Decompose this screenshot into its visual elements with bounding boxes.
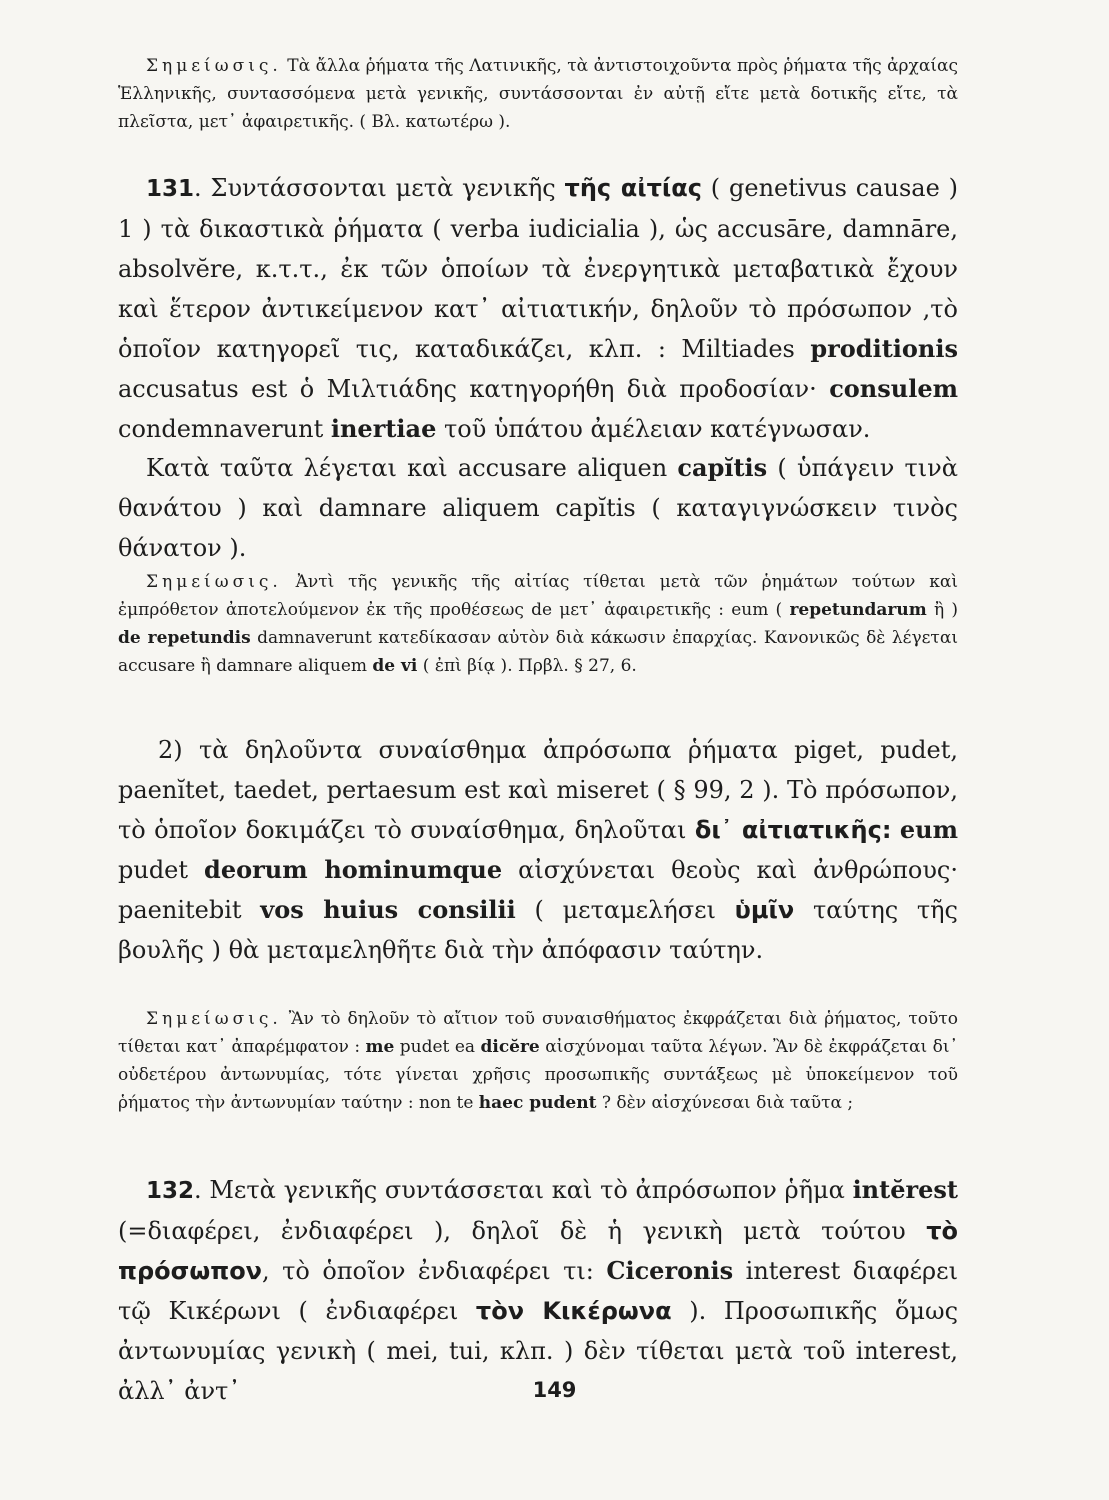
bold-term: de repetundis xyxy=(118,628,251,648)
bold-term: τὸν Κικέρωνα xyxy=(475,1297,672,1325)
bold-term: ὑμῖν xyxy=(734,896,795,924)
bold-term: τῆς αἰτίας xyxy=(564,174,702,202)
note-text: Τὰ ἄλλα ῥήματα τῆς Λατινικῆς, τὰ ἀντιστοιχοῦντα πρὸς ῥήματα τῆς ἀρχαίας Ἑλληνικῆς, συντασσόμενα μετὰ γενικῆς, συντάσσονται ἐν αὐτῇ εἴτε μετὰ δοτικῆς εἴτε, τὰ πλεῖστα, μετ᾿ ἀφαιρετικῆς. ( Βλ. κατωτέρω ). xyxy=(118,56,958,132)
text-run xyxy=(891,816,899,844)
section-131 xyxy=(118,168,958,449)
bold-term: consulem xyxy=(829,374,958,403)
text-run: 2) τὰ δηλοῦντα συναίσθημα ἀπρόσωπα ῥήματα piget, pudet, paenĭtet, taedet, pertaesum est καὶ miseret ( § 99, 2 ). Τὸ πρόσωπον, τὸ ὁποῖον δοκιμάζει τὸ συναίσθημα, δηλοῦται xyxy=(118,736,958,844)
section-132 xyxy=(118,1170,958,1411)
bold-term: eum xyxy=(899,815,958,844)
text-run: Κατὰ ταῦτα λέγεται καὶ accusare aliquen xyxy=(146,454,678,482)
text-run: ). Προσωπικῆς ὅμως ἀντωνυμίας γενικὴ ( mei, tui, κλπ. ) δὲν τίθεται μετὰ τοῦ interest, ἀλλ᾿ ἀντ᾿ xyxy=(118,1297,959,1405)
paragraph-131b xyxy=(118,448,958,568)
bold-term: proditionis xyxy=(810,334,958,363)
bold-term: vos huius consilii xyxy=(260,895,516,924)
page-number: 149 xyxy=(532,1378,577,1402)
bold-term: inertiae xyxy=(330,414,437,443)
section-number: 131 xyxy=(146,176,195,202)
text-run: ( genetivus causae ) 1 ) τὰ δικαστικὰ ῥήματα ( verba iudicialia ), ὡς accusāre, damnāre, absolvĕre, κ.τ.τ., ἐκ τῶν ὁποίων τὰ ἐνεργητικὰ μεταβατικὰ ἔχουν καὶ ἕτερον ἀντικείμενον κατ᾿ αἰτιατικήν, δηλοῦν τὸ πρόσωπον ,τὸ ὁποῖον κατηγορεῖ τις, καταδικάζει, κλπ. : Miltiades xyxy=(118,174,959,363)
bold-term: de vi xyxy=(372,656,418,676)
bold-term: deorum hominumque xyxy=(204,855,503,884)
text-run: Ἂν τὸ δηλοῦν τὸ αἴτιον τοῦ συναισθήματος ἐκφράζεται διὰ ῥήματος, τοῦτο τίθεται κατ᾿ ἀπαρέμφατον : xyxy=(118,1009,958,1057)
text-run: damnaverunt κατεδίκασαν αὐτὸν διὰ κάκωσιν ἐπαρχίας. Κανονικῶς δὲ λέγεται accusare ἢ damnare aliquem xyxy=(118,628,958,676)
bold-term: me xyxy=(365,1037,395,1057)
bold-term: δι᾿ αἰτιατικῆς: xyxy=(694,816,892,844)
text-run: ? δὲν αἰσχύνεσαι διὰ ταῦτα ; xyxy=(596,1093,854,1113)
text-run: , τὸ ὁποῖον ἐνδιαφέρει τι: xyxy=(262,1257,607,1285)
text-run: ταύτης τῆς βουλῆς ) θὰ μεταμεληθῆτε διὰ τὴν ἀπόφασιν ταύτην. xyxy=(118,896,958,964)
text-run: condemnaverunt xyxy=(118,415,331,443)
text-run: . Συντάσσονται μετὰ γενικῆς xyxy=(194,174,565,202)
bold-term: Ciceronis xyxy=(606,1256,734,1285)
text-run: (=διαφέρει, ἐνδιαφέρει ), δηλοῖ δὲ ἡ γενικὴ μετὰ τούτου xyxy=(118,1217,927,1245)
note-label: Σημείωσις. xyxy=(146,56,282,76)
text-run: ( ἐπὶ βίᾳ ). Πρβλ. § 27, 6. xyxy=(417,656,637,676)
paragraph-2 xyxy=(118,730,958,970)
text-run: ἢ ) xyxy=(926,600,958,620)
text-run: . Μετὰ γενικῆς συντάσσεται καὶ τὸ ἀπρόσωπον ῥῆμα xyxy=(194,1176,853,1204)
text-run: αἰσχύνομαι ταῦτα λέγων. Ἂν δὲ ἐκφράζεται δι᾿ οὐδετέρου ἀντωνυμίας, τότε γίνεται χρῆσις προσωπικῆς συντάξεως μὲ ὑποκείμενον τοῦ ῥήματος τὴν ἀντωνυμίαν ταύτην : non te xyxy=(118,1037,959,1113)
note-3 xyxy=(118,1005,958,1117)
bold-term: repetundarum xyxy=(789,600,927,620)
text-run: pudet xyxy=(118,856,205,884)
text-run: αἰσχύνεται θεοὺς καὶ ἀνθρώπους· paenitebit xyxy=(118,856,958,924)
text-run: accusatus est ὁ Μιλτιάδης κατηγορήθη διὰ προδοσίαν· xyxy=(118,375,830,403)
bold-term: dicĕre xyxy=(480,1037,540,1057)
note-label: Σημείωσις. xyxy=(146,1009,282,1029)
text-run: ( ὑπάγειν τινὰ θανάτου ) καὶ damnare aliquem capĭtis ( καταγιγνώσκειν τινὸς θάνατον ). xyxy=(118,454,958,562)
section-number: 132 xyxy=(146,1178,195,1204)
text-run: Ἀντὶ τῆς γενικῆς τῆς αἰτίας τίθεται μετὰ τῶν ῥημάτων τούτων καὶ ἐμπρόθετον ἀποτελούμενον ἐκ τῆς προθέσεως de μετ᾿ ἀφαιρετικῆς : eum ( xyxy=(118,572,958,620)
bold-term: intĕrest xyxy=(852,1175,958,1204)
text-run: interest διαφέρει τῷ Κικέρωνι ( ἐνδιαφέρει xyxy=(118,1257,958,1325)
bold-term: haec pudent xyxy=(478,1093,597,1113)
text-run: pudet ea xyxy=(394,1037,481,1057)
text-run: ( μεταμελήσει xyxy=(515,896,735,924)
note-2 xyxy=(118,568,958,680)
note-label: Σημείωσις. xyxy=(146,572,282,592)
text-run: τοῦ ὑπάτου ἀμέλειαν κατέγνωσαν. xyxy=(436,415,871,443)
bold-term: capĭtis xyxy=(677,453,768,482)
bold-term: τὸ πρόσωπον xyxy=(118,1217,958,1285)
note-1 xyxy=(118,52,958,136)
